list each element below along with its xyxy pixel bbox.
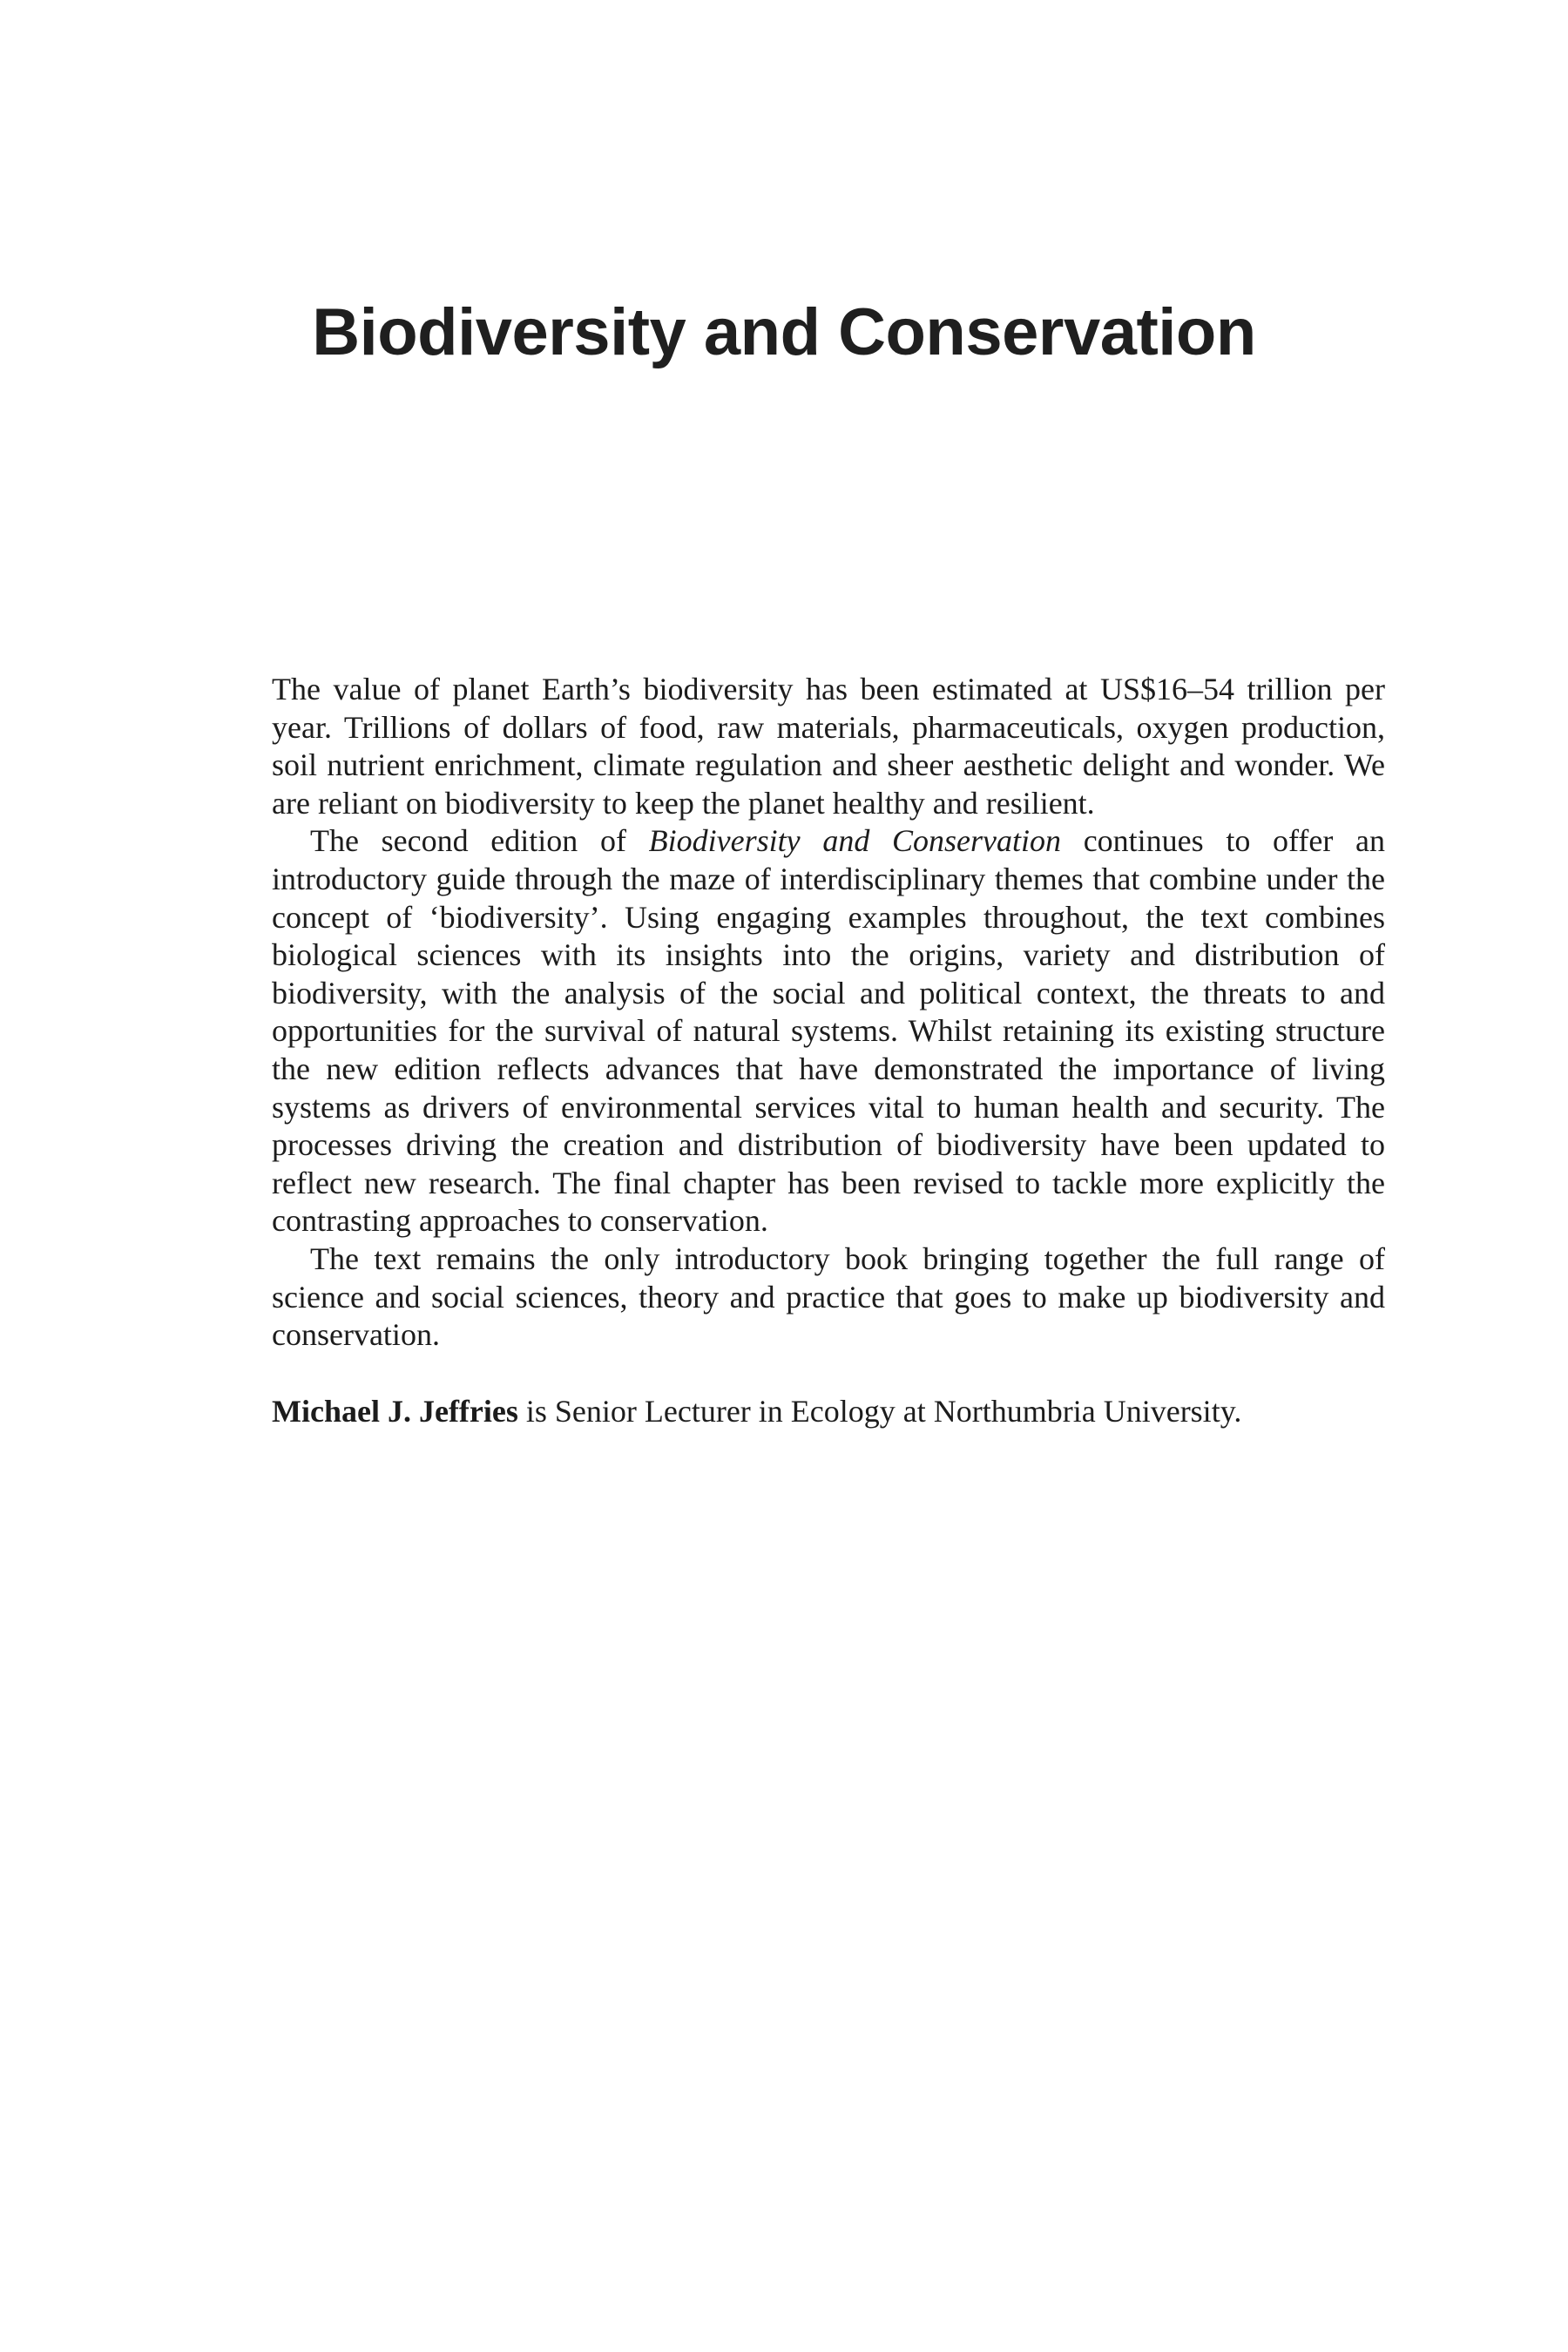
book-title: Biodiversity and Conservation (312, 295, 1256, 369)
author-bio (272, 1393, 1385, 1431)
description-paragraph-2 (272, 822, 1385, 1240)
description-paragraph-2-lead: The second edition of (310, 823, 649, 859)
author-bio-text: is Senior Lecturer in Ecology at Northumbria University. (517, 1393, 1242, 1429)
description-paragraph-2-body: continues to offer an introductory guide through the maze of interdisciplinary themes that combine under the concept of ‘biodiversity’. Using engaging examples throughout, the text combines biological sciences with its insights into the origins, variety and distribution of biodiversity, with the analysis of the social and political context, the threats to and opportunities for the survival of natural systems. Whilst retaining its existing structure the new edition reflects advances that have demonstrated the importance of living systems as drivers of environmental services vital to human health and security. The processes driving the creation and distribution of biodiversity have been updated to reflect new research. The final chapter has been revised to tackle more explicitly the contrasting approaches to conservation. (272, 823, 1385, 1239)
author-name: Michael J. Jeffries (272, 1393, 518, 1429)
description-paragraph-1: The value of planet Earth’s biodiversity has been estimated at US$16–54 trillion per year. Trillions of dollars of food, raw materials, pharmaceuticals, oxygen production, soil nutrient enrichment, climate regulation and sheer aesthetic delight and wonder. We are reliant on biodiversity to keep the planet healthy and resilient. (272, 672, 1385, 821)
description-paragraph-3: The text remains the only introductory book bringing together the full range of science and social sciences, theory and practice that goes to make up biodiversity and conservation. (272, 1240, 1385, 1353)
book-title-italic: Biodiversity and Conservation (648, 823, 1061, 859)
book-description (272, 671, 1385, 1430)
